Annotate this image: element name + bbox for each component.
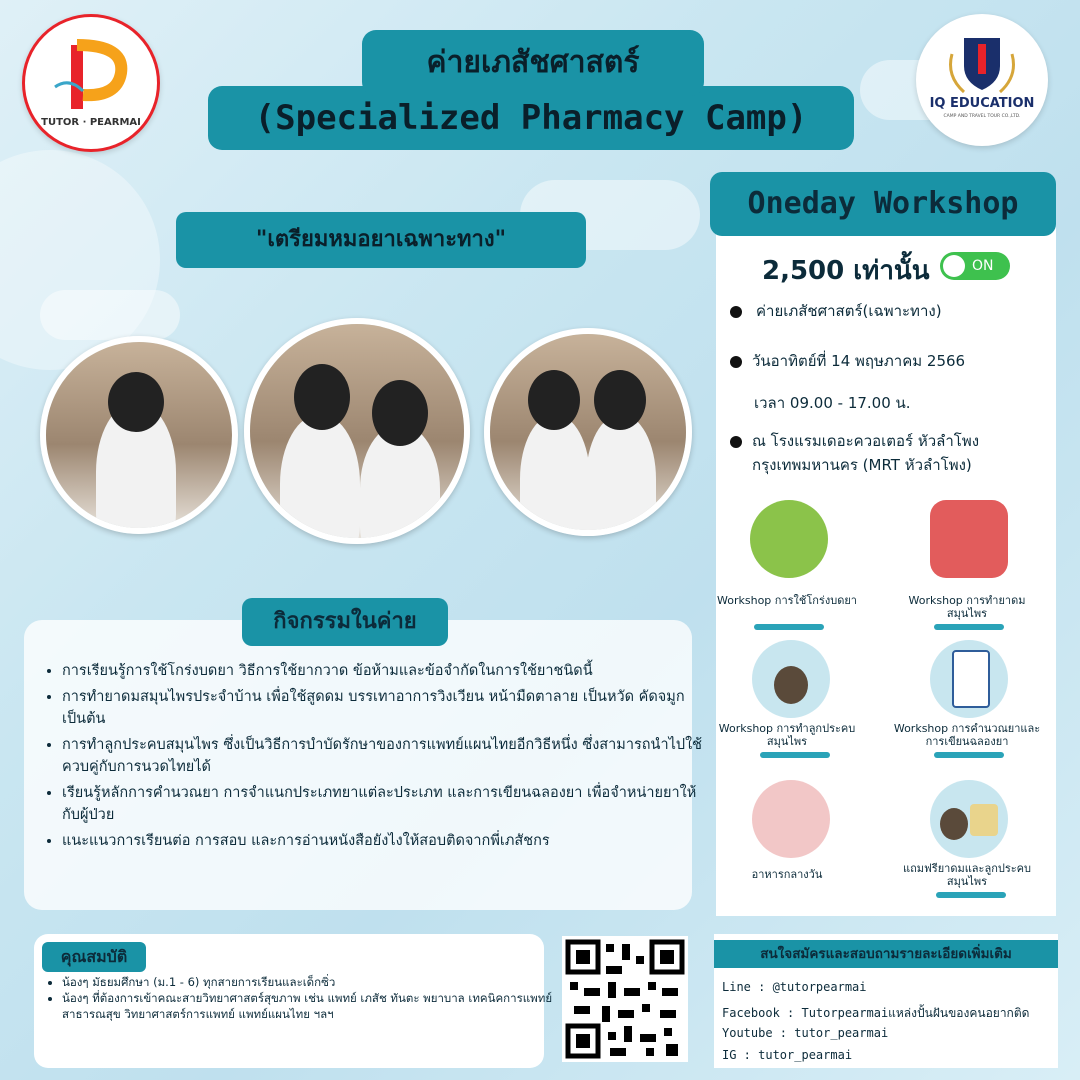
detail-date: วันอาทิตย์ที่ 14 พฤษภาคม 2566: [752, 352, 966, 370]
shield-icon: [916, 14, 1048, 146]
workshop-item: Workshop การทำลูกประคบสมุนไพร: [718, 722, 856, 748]
activity-item: • การเรียนรู้การใช้โกร่งบดยา วิธีการใช้ยากวาด ข้อห้ามและข้อจำกัดในการใช้ยาชนิดนี้: [62, 660, 708, 682]
prescription-icon: [930, 640, 1008, 718]
qr-code[interactable]: [562, 936, 688, 1062]
price-text: 2,500 เท่านั้น: [762, 256, 930, 286]
camp-photo-2: [244, 318, 470, 544]
label-underline: [754, 624, 824, 630]
workshop-item: แถมฟรียาดมและลูกประคบสมุนไพร: [903, 862, 1031, 888]
qr-code-icon: [562, 936, 688, 1062]
tutor-pearmai-logo: [22, 14, 160, 152]
mortar-icon: [750, 500, 828, 578]
detail-venue-city: กรุงเทพมหานคร (MRT หัวลำโพง): [752, 456, 972, 474]
activity-item: • แนะแนวการเรียนต่อ การสอบ และการอ่านหนังสือยังไงให้สอบติดจากพี่เภสัชกร: [62, 830, 708, 852]
balm-jar-icon: [930, 500, 1008, 578]
qualifications-heading: คุณสมบัติ: [42, 942, 146, 972]
bullet-icon: [730, 436, 742, 448]
gift-herbal-icon: [930, 780, 1008, 858]
activities-heading: กิจกรรมในค่าย: [242, 598, 448, 646]
contact-line[interactable]: Line : @tutorpearmai: [722, 980, 867, 994]
p-logo-icon: [25, 17, 157, 149]
camp-photo-1: [40, 336, 238, 534]
label-underline: [934, 624, 1004, 630]
bullet-icon: [730, 306, 742, 318]
toggle-label: ON: [972, 258, 994, 274]
qualifications-list: [44, 974, 558, 1022]
activity-item: • การทำลูกประคบสมุนไพร ซึ่งเป็นวิธีการบำบัดรักษาของการแพทย์แผนไทยอีกวิธีหนึ่ง ซึ่งสามารถนำไปใช้ควบคู่กับการนวดไทยได้: [62, 734, 708, 778]
contact-youtube[interactable]: Youtube : tutor_pearmai: [722, 1026, 889, 1040]
activity-item: • เรียนรู้หลักการคำนวณยา การจำแนกประเภทยาแต่ละประเภท และการเขียนฉลองยา เพื่อจำหน่ายยาให้กับผู้ป่วย: [62, 782, 708, 826]
label-underline: [934, 752, 1004, 758]
lunch-box-icon: [752, 780, 830, 858]
contact-heading: สนใจสมัครและสอบถามรายละเอียดเพิ่มเติม: [714, 940, 1058, 968]
activity-item: • การทำยาดมสมุนไพรประจำบ้าน เพื่อใช้สูดดม บรรเทาอาการวิงเวียน หน้ามืดตาลาย เป็นหวัด คัดจมูก เป็นต้น: [62, 686, 708, 730]
workshop-item: อาหารกลางวัน: [751, 868, 823, 881]
label-underline: [760, 752, 830, 758]
subtitle-banner: "เตรียมหมอยาเฉพาะทาง": [176, 212, 586, 268]
workshop-item: Workshop การใช้โกร่งบดยา: [717, 594, 857, 607]
tutor-pearmai-logo-text: TUTOR · PEARMAI: [41, 117, 141, 128]
herbal-compress-icon: [752, 640, 830, 718]
contact-facebook[interactable]: Facebook : Tutorpearmaiแหล่งปั้นฝันของคนอยากติด: [722, 1006, 1030, 1020]
bg-pill: [40, 290, 180, 340]
qualification-item: • น้องๆ มัธยมศึกษา (ม.1 - 6) ทุกสายการเรียนและเด็กซิ่ว: [62, 974, 558, 990]
bullet-icon: [730, 356, 742, 368]
detail-venue: ณ โรงแรมเดอะควอเตอร์ หัวลำโพง: [752, 432, 980, 450]
workshop-heading: Oneday Workshop: [710, 172, 1056, 236]
iq-education-logo-subtext: CAMP AND TRAVEL TOUR CO.,LTD.: [943, 114, 1021, 119]
activities-list: [38, 660, 708, 856]
qualification-item: • น้องๆ ที่ต้องการเข้าคณะสายวิทยาศาสตร์สุขภาพ เช่น แพทย์ เภสัช ทันตะ พยาบาล เทคนิคการแพทย์ สาธารณสุข วิทยาศาสตร์การแพทย์ แพทย์แผนไทย ฯลฯ: [62, 990, 558, 1022]
detail-time: เวลา 09.00 - 17.00 น.: [754, 394, 911, 412]
iq-education-logo-text: IQ EDUCATION: [929, 96, 1035, 111]
title-english: (Specialized Pharmacy Camp): [208, 86, 854, 150]
label-underline: [936, 892, 1006, 898]
contact-instagram[interactable]: IG : tutor_pearmai: [722, 1048, 853, 1062]
detail-camp: ค่ายเภสัชศาสตร์(เฉพาะทาง): [756, 302, 942, 320]
workshop-item: Workshop การทำยาดมสมุนไพร: [908, 594, 1026, 620]
workshop-item: Workshop การคำนวณยาและการเขียนฉลองยา: [893, 722, 1041, 748]
title-thai: ค่ายเภสัชศาสตร์: [362, 30, 704, 96]
on-toggle: [940, 252, 1010, 280]
iq-education-logo: [916, 14, 1048, 146]
camp-photo-3: [484, 328, 692, 536]
